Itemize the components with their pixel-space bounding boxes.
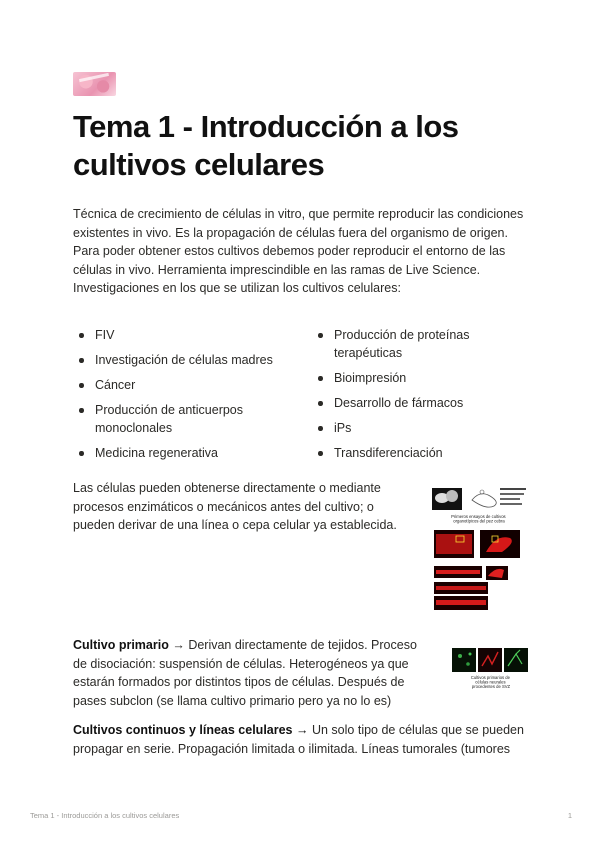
- footer-title: Tema 1 - Introducción a los cultivos celulares: [30, 811, 180, 820]
- neural-cells-figure: [452, 646, 530, 696]
- arrow-icon: →: [172, 638, 185, 652]
- list-item: Investigación de células madres: [73, 351, 293, 369]
- arrow-icon: →: [296, 723, 309, 737]
- primary-culture-paragraph: [73, 636, 428, 710]
- applications-list-right: [312, 326, 532, 469]
- zebrafish-culture-figure: [430, 484, 528, 614]
- list-item: Cáncer: [73, 376, 293, 394]
- list-item: Transdiferenciación: [312, 444, 532, 462]
- page-cover-icon: [73, 72, 116, 96]
- list-item: iPs: [312, 419, 532, 437]
- figure-caption: Primeros ensayos de cultivos organotípicos del pez cebra: [451, 514, 506, 524]
- cells-paragraph: Las células pueden obtenerse directamente o mediante procesos enzimáticos o mecánicos antes del cultivo; o pueden derivar de una línea o cepa celular ya establecida.: [73, 481, 397, 532]
- list-item: Producción de proteínas terapéuticas: [312, 326, 532, 362]
- primary-culture-label: Cultivo primario: [73, 638, 169, 652]
- list-item: Producción de anticuerpos monoclonales: [73, 401, 293, 437]
- list-item: FIV: [73, 326, 293, 344]
- continuous-culture-text: Un solo tipo de células que se pueden propagar en serie. Propagación limitada o ilimitada. Líneas tumorales (tumores: [73, 723, 524, 756]
- figure-caption: Cultivos primarios de células neurales procedentes de SVZ: [470, 675, 511, 689]
- continuous-culture-paragraph: [73, 721, 528, 758]
- page-number: 1: [567, 811, 572, 820]
- primary-culture-text: Derivan directamente de tejidos. Proceso de disociación: suspensión de células. Heterogéneos ya que estarán formados por distintos tipos de células. Después de pases subclon (se llama cultivo primario pero ya no lo es): [73, 638, 417, 708]
- intro-paragraph: Técnica de crecimiento de células in vitro, que permite reproducir las condiciones existentes in vivo. Es la propagación de células fuera del organismo de origen. Para poder obtener estos cultivos debemos poder reproducir el entorno de las células in vivo. Herramienta imprescindible en las ramas de Live Science. Investigaciones en los que se utilizan los cultivos celulares:: [73, 207, 524, 295]
- list-item: Medicina regenerativa: [73, 444, 293, 462]
- list-item: Bioimpresión: [312, 369, 532, 387]
- continuous-culture-label: Cultivos continuos y líneas celulares: [73, 723, 293, 737]
- page-title: Tema 1 - Introducción a los cultivos celulares: [73, 109, 459, 182]
- list-item: Desarrollo de fármacos: [312, 394, 532, 412]
- applications-list-left: [73, 326, 293, 469]
